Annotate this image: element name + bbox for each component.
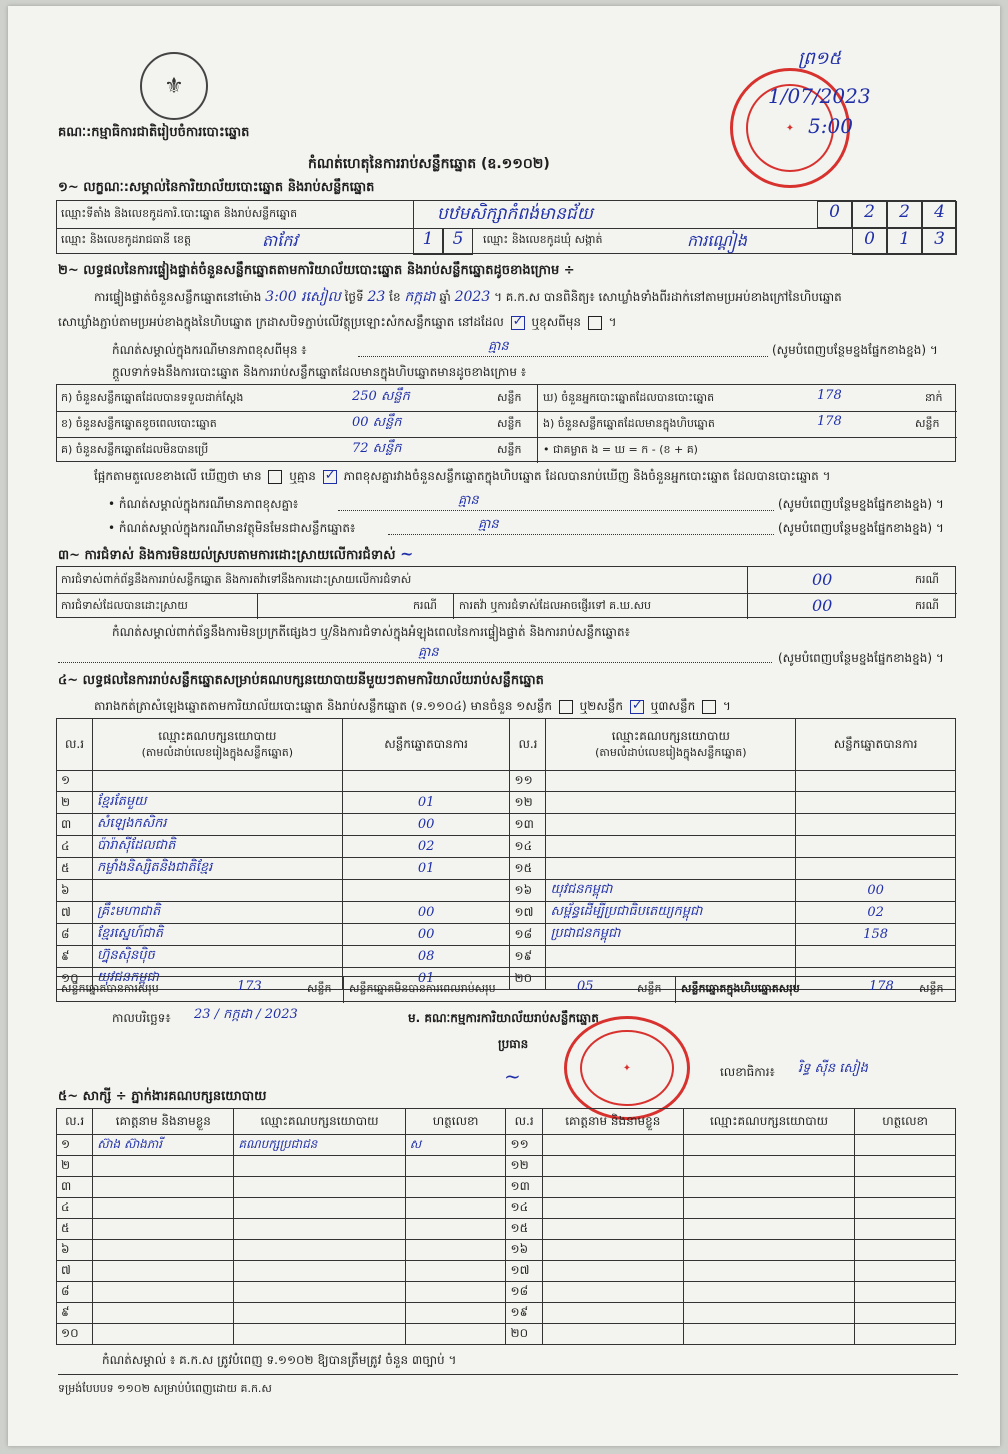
row-number: ៩ [57, 1303, 93, 1324]
witness-party [683, 1303, 854, 1324]
section1-row2-value: តាកែវ [262, 231, 298, 250]
province-code-digit: 1 [413, 228, 443, 255]
witness-party [683, 1261, 854, 1282]
bullet2-label: • កំណត់សម្គាល់ក្នុងករណីមានវត្ថុមិនមែនជាសន្លឹកឆ្នោត៖ [108, 521, 356, 535]
three-sheets-checkbox[interactable] [702, 700, 716, 714]
bullet1-label: • កំណត់សម្គាល់ក្នុងករណីមានភាពខុសគ្នា៖ [108, 497, 299, 511]
row-number: ១៤ [510, 836, 546, 858]
col-party: ឈ្មោះគណបក្សនយោបាយ (តាមលំដាប់លេខរៀងក្នុងសន្លឹកឆ្នោត) [92, 719, 342, 771]
same-checkbox[interactable] [511, 316, 525, 330]
committee-label: ម. គណៈកម្មការការិយាល័យរាប់សន្លឹកឆ្នោត [408, 1011, 599, 1025]
section2-para2: សោឃ្លាំងភ្ជាប់តាមប្រអប់ខាងក្នុងនៃហិបឆ្នោត ក្រដាសបិទភ្ជាប់លើវត្ថុប្រឡោះសំកសន្លឹកឆ្នោត នៅដដែល ✓ ឬខុសពីមុន ។ [58, 314, 617, 332]
code-digit: 4 [922, 201, 957, 228]
province-code-digit: 5 [443, 228, 473, 255]
section1-heading: ១~ លក្ខណៈ:សម្គាល់នៃការិយាល័យបោះឆ្នោត និងរាប់សន្លឹកឆ្នោត [58, 180, 375, 195]
section1-row1-label: ឈ្មោះទីតាំង និងលេខកូដការិ.បោះឆ្នោត និងរាប់សន្លឹកឆ្នោត [61, 207, 298, 220]
row-number: ៣ [57, 1177, 93, 1198]
no-difference-checkbox[interactable] [323, 470, 337, 484]
vote-count: 158 [796, 924, 956, 946]
section1-table [56, 200, 956, 254]
witness-name [93, 1261, 234, 1282]
witness-name [542, 1282, 683, 1303]
witness-signature: ស [405, 1135, 506, 1156]
date-label: កាលបរិច្ឆេទ៖ [112, 1011, 171, 1025]
count-e-unit: សន្លឹក [915, 417, 940, 430]
witness-signature [855, 1324, 956, 1345]
row-number: ២០ [506, 1324, 542, 1345]
count-c-value: 72 សន្លឹក [352, 441, 402, 456]
date-value: 23 / កក្កដា / 2023 [194, 1007, 298, 1022]
witness-signature [405, 1219, 506, 1240]
row-number: ៨ [57, 924, 93, 946]
objection-row2-unit: ករណី [413, 599, 437, 612]
witness-signature [855, 1177, 956, 1198]
party-name: ប្រជាជនកម្ពុជា [546, 924, 796, 946]
witness-party [234, 1219, 405, 1240]
row-number: ១៧ [506, 1261, 542, 1282]
count-time: 3:00 រសៀល [265, 289, 341, 305]
party-name [546, 792, 796, 814]
witness-party [234, 1282, 405, 1303]
witness-col-no-2: ល.រ [506, 1109, 542, 1135]
witness-signature [405, 1324, 506, 1345]
chair-label: ប្រធាន [498, 1037, 529, 1051]
witness-party [234, 1324, 405, 1345]
row-number: ១២ [506, 1156, 542, 1177]
row-number: ១ [57, 771, 93, 792]
section1-row2-label: ឈ្មោះ និងលេខកូដរាជធានី ខេត្ត [61, 233, 191, 246]
row-number: ១១ [510, 771, 546, 792]
witness-name [93, 1282, 234, 1303]
bullet1-value: គ្មាន [458, 493, 479, 508]
witness-party [683, 1282, 854, 1303]
section1-row2-label2: ឈ្មោះ និងលេខកូដឃុំ សង្កាត់ [483, 233, 603, 246]
vote-count: 00 [796, 880, 956, 902]
section3-hint: (សូមបំពេញបន្ថែមខ្នងផ្នែកខាងខ្នង) ។ [778, 651, 944, 665]
commune-code-digit: 1 [887, 228, 922, 255]
row-number: ១៨ [510, 924, 546, 946]
witness-signature [405, 1282, 506, 1303]
witness-col-party-2: ឈ្មោះគណបក្សនយោបាយ [683, 1109, 854, 1135]
witness-signature [855, 1303, 956, 1324]
witness-name [93, 1219, 234, 1240]
vote-count [796, 814, 956, 836]
section5-footnote: កំណត់សម្គាល់ ៖ គ.ក.ស ត្រូវបំពេញ ទ.១១០២ ឱ្យបានត្រឹមត្រូវ ចំនួន ៣ច្បាប់ ។ [102, 1353, 457, 1367]
note1-label: កំណត់សម្គាល់ក្នុងករណីមានភាពខុសពីមុន ៖ [112, 343, 307, 357]
row-number: ៧ [57, 902, 93, 924]
count-day: 23 [367, 289, 386, 305]
count-year: 2023 [454, 289, 491, 305]
different-checkbox[interactable] [588, 316, 602, 330]
counts-intro: ក្ដួលទាក់ទងនឹងការបោះឆ្នោត និងការរាប់សន្លឹកឆ្នោតដែលមានក្នុងហិបឆ្នោតមានដូចខាងក្រោម ៖ [112, 365, 527, 379]
objection-row2-value: 00 [812, 596, 833, 615]
vote-count: 08 [342, 946, 510, 968]
col-no: ល.រ [57, 719, 93, 771]
section1-row2-value2: ការណ្ដៀង [687, 231, 747, 250]
witness-name [542, 1261, 683, 1282]
party-name: ប៉ារ៉ាស៊ីដែលជាតិ [92, 836, 342, 858]
total-valid-value: 173 [237, 979, 262, 994]
col-no-2: ល.រ [510, 719, 546, 771]
count-c-label: គ) ចំនួនសន្លឹកឆ្នោតដែលមិនបានប្រើ [61, 443, 209, 456]
vote-count [796, 946, 956, 968]
section1-row1-value: បឋមសិក្សាកំពង់មានជ័យ [437, 204, 593, 224]
witness-col-party: ឈ្មោះគណបក្សនយោបាយ [234, 1109, 405, 1135]
witness-name [542, 1219, 683, 1240]
section3-heading: ៣~ ការជំទាស់ និងការមិនយល់ស្របតាមការដោះស្រាយលើការជំទាស់ ~ [58, 544, 414, 563]
witness-name [542, 1177, 683, 1198]
vote-count: 01 [342, 968, 510, 990]
witness-name [93, 1324, 234, 1345]
party-name: គ្រឹះមហាជាតិ [92, 902, 342, 924]
one-sheet-checkbox[interactable] [559, 700, 573, 714]
witness-party [683, 1219, 854, 1240]
total-invalid-unit: សន្លឹក [637, 982, 662, 995]
row-number: ៦ [57, 1240, 93, 1261]
compare-text: ផ្អែកតាមតួលេខខាងលើ ឃើញថា មាន ឬគ្មាន ✓ ភាពខុសគ្នារវាងចំនួនសន្លឹកឆ្នោតក្នុងហិបឆ្នោត ដែលបានរាប់ឃើញ និងចំនួនអ្នកបោះឆ្នោត ដែលបានបោះឆ្នោត ។ [94, 468, 831, 486]
objections-table [56, 566, 956, 618]
witness-signature [405, 1261, 506, 1282]
witness-signature [405, 1156, 506, 1177]
col-votes: សន្លឹកឆ្នោតបានការ [342, 719, 510, 771]
total-invalid-value: 05 [577, 979, 594, 994]
document-page [8, 6, 1000, 1446]
table-row [57, 1177, 956, 1198]
two-sheets-checkbox[interactable] [630, 700, 644, 714]
total-box-value: 178 [869, 979, 894, 994]
party-name: យុវជនកម្ពុជា [92, 968, 342, 990]
witness-signature [405, 1303, 506, 1324]
witness-signature [855, 1156, 956, 1177]
totals-row [56, 976, 956, 1002]
stamp-note-3: 5:00 [808, 114, 853, 138]
table-row [57, 1261, 956, 1282]
row-number: ៣ [57, 814, 93, 836]
table-row [57, 880, 956, 902]
party-name: ខ្មែរស្នេហ៍ជាតិ [92, 924, 342, 946]
witness-col-name-2: គោត្តនាម និងនាមខ្លួន [542, 1109, 683, 1135]
witness-name [542, 1324, 683, 1345]
row-number: ៥ [57, 1219, 93, 1240]
vote-count [796, 858, 956, 880]
count-b-value: 00 សន្លឹក [352, 415, 402, 430]
has-difference-checkbox[interactable] [268, 470, 282, 484]
table-row [57, 902, 956, 924]
row-number: ១១ [506, 1135, 542, 1156]
witness-party [234, 1240, 405, 1261]
total-valid-unit: សន្លឹក [307, 982, 332, 995]
witness-party [234, 1198, 405, 1219]
total-box-unit: សន្លឹក [919, 982, 944, 995]
vote-count: 00 [342, 924, 510, 946]
row-number: ១៧ [510, 902, 546, 924]
row-number: ១០ [57, 1324, 93, 1345]
table-row [57, 1240, 956, 1261]
org-name: គណៈ:កម្មាធិការជាតិរៀបចំការបោះឆ្នោត [58, 125, 250, 140]
page-title: កំណត់ហេតុនៃការរាប់សន្លឹកឆ្នោត (ឧ.១១០២) [308, 156, 550, 172]
committee-stamp: ✦ [564, 1016, 690, 1120]
witness-signature [405, 1240, 506, 1261]
witness-name [93, 1303, 234, 1324]
count-d-unit: នាក់ [925, 391, 943, 404]
row-number: ៩ [57, 946, 93, 968]
vote-count [796, 836, 956, 858]
count-b-unit: សន្លឹក [497, 417, 522, 430]
party-name: សំឡេងកសិករ [92, 814, 342, 836]
counts-table [56, 384, 956, 462]
witness-party [234, 1261, 405, 1282]
section4-heading: ៤~ លទ្ធផលនៃការរាប់សន្លឹកឆ្នោតសម្រាប់គណបក្សនយោបាយនីមួយៗតាមការិយាល័យរាប់សន្លឹកឆ្នោត [58, 673, 544, 688]
count-b-label: ខ) ចំនួនសន្លឹកឆ្នោតខូចពេលបោះឆ្នោត [61, 417, 217, 430]
witness-col-no: ល.រ [57, 1109, 93, 1135]
official-stamp: ✦ [730, 68, 850, 188]
note1-hint: (សូមបំពេញបន្ថែមខ្នងផ្នែកខាងខ្នង) ។ [772, 343, 938, 357]
witness-signature [855, 1282, 956, 1303]
witness-party [683, 1198, 854, 1219]
table-row [57, 858, 956, 880]
count-a-label: ក) ចំនួនសន្លឹកឆ្នោតដែលបានទទួលដាក់ស្តែង [61, 391, 244, 404]
vote-count: 01 [342, 858, 510, 880]
table-row [57, 946, 956, 968]
code-digit: 2 [852, 201, 887, 228]
witness-signature [405, 1177, 506, 1198]
witness-name [93, 1240, 234, 1261]
witness-name [542, 1156, 683, 1177]
row-number: ៧ [57, 1261, 93, 1282]
party-name: ខ្មែរតែមួយ [92, 792, 342, 814]
witness-col-name: គោត្តនាម និងនាមខ្លួន [93, 1109, 234, 1135]
row-number: ១៣ [510, 814, 546, 836]
table-row [57, 792, 956, 814]
chair-signature: ~ [504, 1064, 521, 1088]
count-c-unit: សន្លឹក [497, 443, 522, 456]
vote-count: 02 [796, 902, 956, 924]
form-footer: ទម្រង់បែបបទ ១១០២ សម្រាប់បំពេញដោយ គ.ក.ស [58, 1382, 272, 1395]
row-number: ១៦ [506, 1240, 542, 1261]
table-row [57, 836, 956, 858]
party-name [546, 836, 796, 858]
witness-party [683, 1177, 854, 1198]
row-number: ៥ [57, 858, 93, 880]
witness-name: ស៊ាង ស៊ាងភារី [93, 1135, 234, 1156]
table-row [57, 1135, 956, 1156]
stamp-note-2: 1/07/2023 [768, 84, 871, 108]
row-number: ២០ [510, 968, 546, 990]
table-row [57, 1324, 956, 1345]
vote-count: 00 [342, 814, 510, 836]
table-row [57, 771, 956, 792]
objection-row1-value: 00 [812, 570, 833, 589]
objection-row2-label2: ការតវ៉ា ឬការជំទាស់ដែលអាចផ្ញើរទៅ គ.ឃ.សប [459, 599, 652, 612]
commune-code-digit: 0 [852, 228, 887, 255]
section3-note: កំណត់សម្គាល់ពាក់ព័ន្ធនឹងការមិនប្រក្រតីផ្សេងៗ ឬ/និងការជំទាស់ក្នុងអំឡុងពេលនៃការផ្ទៀងផ្ទាត់ និងការរាប់សន្លឹកឆ្នោត៖ [112, 625, 630, 639]
party-name [92, 880, 342, 902]
note1-value: គ្មាន [488, 339, 509, 354]
witness-col-sign-2: ហត្ថលេខា [855, 1109, 956, 1135]
witness-name [93, 1156, 234, 1177]
party-name [92, 771, 342, 792]
table-row [57, 924, 956, 946]
col-votes-2: សន្លឹកឆ្នោតបានការ [796, 719, 956, 771]
row-number: ១៦ [510, 880, 546, 902]
vote-count: 02 [342, 836, 510, 858]
section3-heading-mark: ~ [400, 544, 414, 563]
row-number: ១២ [510, 792, 546, 814]
bullet2-value: គ្មាន [478, 517, 499, 532]
row-number: ៦ [57, 880, 93, 902]
witness-name [93, 1177, 234, 1198]
secretary-value: រិទ្ធ ស៊ីន សៀង [798, 1061, 868, 1076]
witness-name [542, 1135, 683, 1156]
count-a-unit: សន្លឹក [497, 391, 522, 404]
party-name: កម្លាំងនិស្សិតនិងជាតិខ្មែរ [92, 858, 342, 880]
row-number: ១៤ [506, 1198, 542, 1219]
col-party-2: ឈ្មោះគណបក្សនយោបាយ (តាមលំដាប់លេខរៀងក្នុងសន្លឹកឆ្នោត) [546, 719, 796, 771]
witness-party [683, 1324, 854, 1345]
row-number: ៨ [57, 1282, 93, 1303]
row-number: ២ [57, 1156, 93, 1177]
total-valid-label: សន្លឹកឆ្នោតបានការសរុប [61, 982, 159, 995]
code-digit: 0 [817, 201, 852, 228]
table-row [57, 1219, 956, 1240]
witness-party [683, 1135, 854, 1156]
count-d-value: 178 [817, 388, 842, 403]
count-d-label: ឃ) ចំនួនអ្នកបោះឆ្នោតដែលបានបោះឆ្នោត [543, 391, 715, 404]
stamp-note-1: ព្រ១៥ [798, 48, 842, 69]
row-number: ១៩ [510, 946, 546, 968]
vote-count [796, 771, 956, 792]
total-invalid-label: សន្លឹកឆ្នោតមិនបានការពេលរាប់សរុប [349, 982, 496, 995]
witness-name [93, 1198, 234, 1219]
vote-count: 00 [342, 902, 510, 924]
nec-logo: ⚜ [140, 52, 208, 120]
commune-code-digit: 3 [922, 228, 957, 255]
vote-count [796, 792, 956, 814]
witness-name [542, 1198, 683, 1219]
witness-party [683, 1240, 854, 1261]
witness-party [234, 1156, 405, 1177]
row-number: ១៨ [506, 1282, 542, 1303]
table-row [57, 1303, 956, 1324]
section3-note-value: គ្មាន [418, 645, 439, 660]
table-row [57, 1198, 956, 1219]
count-a-value: 250 សន្លឹក [352, 389, 410, 404]
section4-intro: តារាងកត់ត្រាសំឡេងឆ្នោតតាមការិយាល័យបោះឆ្នោត និងរាប់សន្លឹកឆ្នោត (ទ.១១០៤) មានចំនួន ១សន្លឹក ឬ២សន្លឹក ✓ ឬ៣សន្លឹក ។ [94, 698, 731, 716]
code-digit: 2 [887, 201, 922, 228]
witness-signature [405, 1198, 506, 1219]
party-name: យុវជនកម្ពុជា [546, 880, 796, 902]
vote-count [342, 771, 510, 792]
party-name [546, 946, 796, 968]
witness-party [683, 1156, 854, 1177]
objection-row1-unit: ករណី [915, 573, 939, 586]
row-number: ១៣ [506, 1177, 542, 1198]
witness-signature [855, 1135, 956, 1156]
vote-count: 01 [342, 792, 510, 814]
row-number: ១៥ [506, 1219, 542, 1240]
count-e-label: ង) ចំនួនសន្លឹកឆ្នោតដែលមានក្នុងហិបឆ្នោត [543, 417, 715, 430]
objection-row2-label: ការជំទាស់ដែលបានដោះស្រាយ [61, 599, 188, 612]
witness-table [56, 1108, 956, 1345]
witness-party [234, 1177, 405, 1198]
count-month: កក្កដា [404, 289, 436, 305]
section2-heading: ២~ លទ្ធផលនៃការផ្ទៀងផ្ទាត់ចំនួនសន្លឹកឆ្នោតតាមការិយាល័យបោះឆ្នោត និងរាប់សន្លឹកឆ្នោតដូចខាងក្រោម ÷ [58, 263, 575, 278]
secretary-label: លេខាធិការ៖ [720, 1065, 775, 1079]
table-row [57, 814, 956, 836]
witness-signature [855, 1240, 956, 1261]
witness-signature [855, 1198, 956, 1219]
row-number: ៤ [57, 1198, 93, 1219]
section5-heading: ៥~ សាក្សី ÷ ភ្នាក់ងារគណបក្សនយោបាយ [58, 1089, 267, 1104]
party-name [546, 858, 796, 880]
table-row [57, 1156, 956, 1177]
party-name: ហ្វ៊ុនស៊ិនប៉ិច [92, 946, 342, 968]
witness-name [542, 1303, 683, 1324]
witness-signature [855, 1219, 956, 1240]
party-name: សម្ព័ន្ធដើម្បីប្រជាធិបតេយ្យកម្ពុជា [546, 902, 796, 924]
row-number: ១ [57, 1135, 93, 1156]
total-box-label: សន្លឹកឆ្នោតក្នុងហិបឆ្នោតសរុប [681, 982, 800, 995]
row-number: ១៥ [510, 858, 546, 880]
party-name [546, 771, 796, 792]
vote-count [342, 880, 510, 902]
bullet1-hint: (សូមបំពេញបន្ថែមខ្នងផ្នែកខាងខ្នង) ។ [778, 497, 944, 511]
bullet2-hint: (សូមបំពេញបន្ថែមខ្នងផ្នែកខាងខ្នង) ។ [778, 521, 944, 535]
row-number: ៤ [57, 836, 93, 858]
witness-signature [855, 1261, 956, 1282]
witness-party [234, 1303, 405, 1324]
objection-row2-unit2: ករណី [915, 599, 939, 612]
row-number: ២ [57, 792, 93, 814]
objection-row1-label: ការជំទាស់ពាក់ព័ន្ធនឹងការរាប់សន្លឹកឆ្នោត និងការតវ៉ាទៅនឹងការដោះស្រាយលើការជំទាស់ [61, 573, 412, 586]
party-name [546, 814, 796, 836]
row-number: ១០ [57, 968, 93, 990]
formula-label: • ជាគម្លាត ង = ឃ = ក - (ខ + គ) [543, 443, 698, 456]
witness-party: គណបក្សប្រជាជន [234, 1135, 405, 1156]
results-table [56, 718, 956, 990]
table-row [57, 1282, 956, 1303]
witness-col-sign: ហត្ថលេខា [405, 1109, 506, 1135]
witness-name [542, 1240, 683, 1261]
row-number: ១៩ [506, 1303, 542, 1324]
count-e-value: 178 [817, 414, 842, 429]
section2-para1: ការផ្ទៀងផ្ទាត់ចំនួនសន្លឹកឆ្នោតនៅម៉ោង 3:00 រសៀល ថ្ងៃទី 23 ខែ កក្កដា ឆ្នាំ 2023 ។ គ.ក.ស បានពិនិត្យ៖ សោឃ្លាំងទាំងពីរដាក់នៅតាមប្រអប់ខាងក្រៅនៃហិបឆ្នោត [94, 289, 842, 305]
